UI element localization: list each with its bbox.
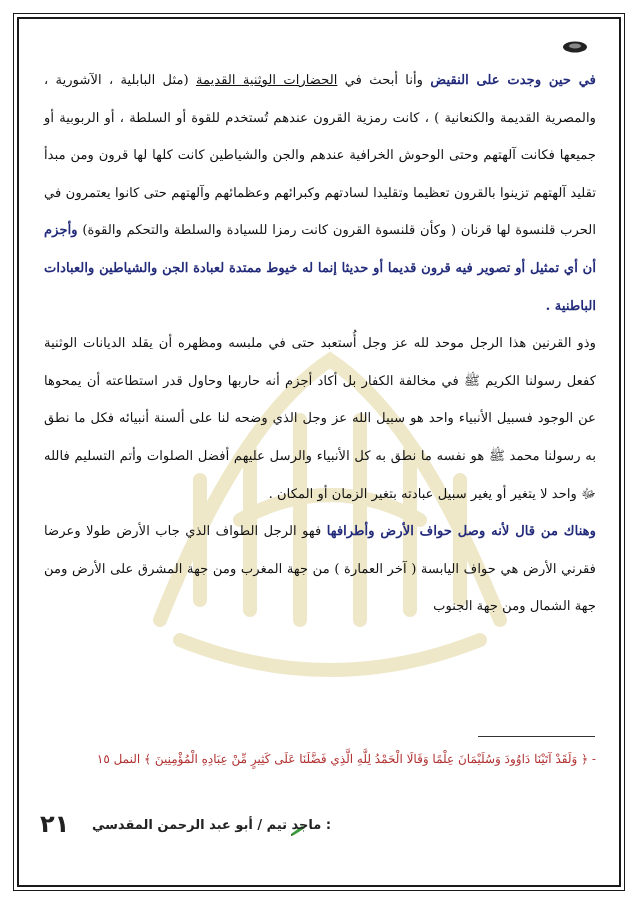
underlined-phrase: الحضارات الوثنية القديمة: [195, 73, 338, 88]
paragraph-text: (مثل البابلية ، الآشورية ، والمصرية القديمة والكنعانية ) ، كانت رمزية القرون عندهم تُستخدم للقوة أو السلطة ، أو الربوبية أو جميعها فكانت آلهتهم وحتى الوحوش الخرافية عندهم والجن والشياطين كانت كلها لها قرون ومن مبدأ تقليد آلهتهم تزينوا بالقرون تعظيما وتقليدا لسادتهم وكبرائهم وعظمائهم وآلهتهم حتى كانوا يعتمرون في الحرب قلنسوة لها قرنان ( وكأن قلنسوة القرون كانت رمزا للسيادة والسلطة والتحكم والقوة): [44, 73, 596, 239]
paragraph-text: وذو القرنين هذا الرجل موحد لله عز وجل أُستعبد حتى في ملبسه ومظهره أن يقلد الديانات الوثنية كفعل رسولنا الكريم ﷺ في مخالفة الكفار بل أكاد أجزم أنه حاربها وحاول قدر استطاعته أن يمحوها عن الوجود فسبيل الأنبياء واحد هو سبيل الله عز وجل الذي وضحه لنا على ألسنة أنبيائه فكل ما نطق به رسولنا محمد ﷺ هو نفسه ما نطق به كل الأنبياء والرسل عليهم أفضل الصلوات وأتم التسليم فالله ﷻ واحد لا يتغير أو يغير سبيل عبادته بتغير الزمان أو المكان .: [44, 336, 596, 502]
paragraph-text: فهو الرجل الطواف الذي جاب الأرض طولا وعرضا فقرني الأرض هي حواف اليابسة ( آخر العمارة ) من جهة المغرب ومن جهة المشرق على الأرض ومن جهة الشمال ومن جهة الجنوب: [44, 524, 596, 615]
page-footer: [40, 810, 600, 850]
paragraph-3: [44, 513, 596, 626]
footnote: - ﴿ وَلَقَدْ آتَيْنَا دَاوُودَ وَسُلَيْمَانَ عِلْمًا وَقَالَا الْحَمْدُ لِلَّهِ الَّذِي فَضَّلَنَا عَلَى كَثِيرٍ مِّنْ عِبَادِهِ الْمُؤْمِنِينَ ﴾ النمل ١٥: [96, 752, 596, 766]
body-text: [44, 62, 596, 626]
page-number: ٢١: [40, 810, 70, 838]
paragraph-2: [44, 325, 596, 513]
ornament-icon: [562, 40, 588, 54]
emphasis-phrase: وأجزم أن أي تمثيل أو تصوير فيه قرون قديما أو حديثا إنما له خيوط ممتدة لعبادة الجن والشياطين والعبادات الباطنية .: [44, 223, 596, 314]
lead-phrase: في حين وجدت على النقيض: [430, 73, 596, 88]
paragraph-text: وأنا أبحث في: [337, 73, 431, 88]
paragraph-1: [44, 62, 596, 325]
footnote-divider: [478, 736, 595, 737]
author-credit: : ماجد تيم / أبو عبد الرحمن المقدسي: [92, 818, 332, 833]
lead-phrase: وهناك من قال لأنه وصل حواف الأرض وأطرافها: [326, 524, 596, 540]
